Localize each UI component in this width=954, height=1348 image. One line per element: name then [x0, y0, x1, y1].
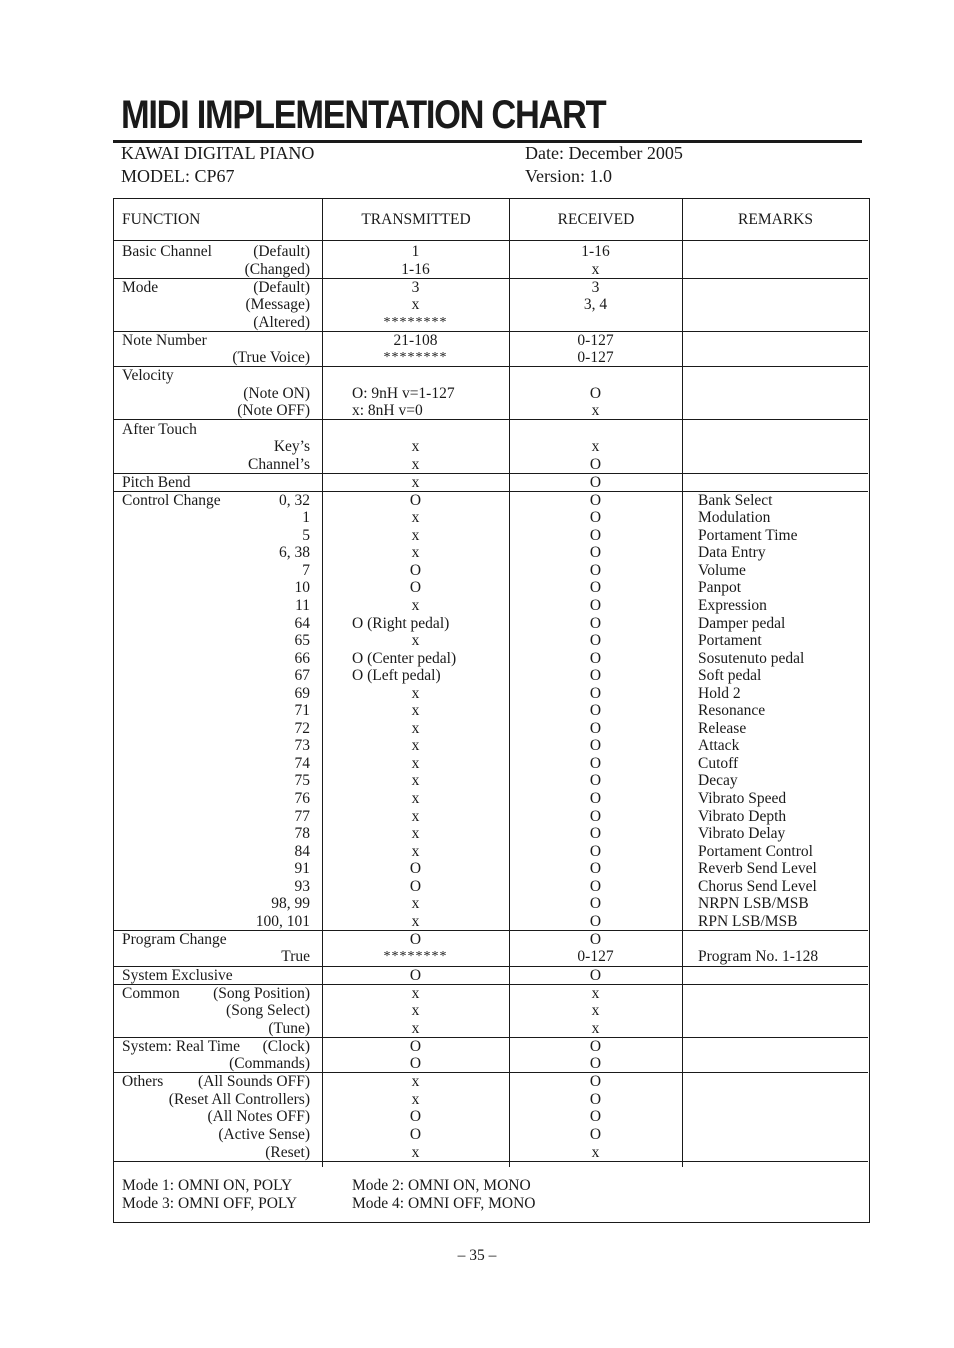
column-divider	[509, 241, 510, 1167]
transmitted-value: O	[409, 1125, 422, 1143]
function-label: Note Number	[122, 331, 207, 349]
received-value: 0-127	[577, 349, 614, 367]
received-value: O	[589, 966, 602, 984]
transmitted-value: x	[411, 912, 420, 930]
received-value: O	[589, 702, 602, 720]
function-label: Program Change	[122, 930, 227, 948]
remarks-text: Expression	[698, 596, 767, 614]
received-value: O	[589, 614, 602, 632]
function-label: Others	[122, 1073, 164, 1091]
function-group	[114, 367, 868, 420]
function-label: Control Change	[122, 491, 221, 509]
received-value: x	[591, 260, 600, 278]
function-sub-label: 0, 32	[279, 491, 310, 509]
function-sub-label: (Song Select)	[226, 1002, 310, 1020]
received-value: O	[589, 877, 602, 895]
transmitted-value: ********	[383, 949, 448, 965]
remarks-text: Vibrato Delay	[698, 825, 786, 843]
received-value: O	[589, 1055, 602, 1073]
transmitted-value: O	[409, 860, 422, 878]
function-sub-label: (Note ON)	[243, 384, 310, 402]
received-value: O	[589, 596, 602, 614]
received-value: x	[591, 984, 600, 1002]
transmitted-value: x	[411, 719, 420, 737]
function-sub-label: 5	[302, 526, 310, 544]
header-left	[121, 142, 314, 188]
function-group	[114, 279, 868, 332]
received-value: O	[589, 912, 602, 930]
received-value: O	[589, 684, 602, 702]
remarks-text: Program No. 1-128	[698, 948, 819, 966]
received-value: O	[589, 384, 602, 402]
header-right	[525, 142, 683, 188]
function-group	[114, 985, 868, 1038]
remarks-text: Bank Select	[698, 491, 773, 509]
function-group	[114, 492, 868, 931]
received-value: O	[589, 561, 602, 579]
function-group	[114, 332, 868, 368]
remarks-text: Portament	[698, 632, 762, 650]
received-value: O	[589, 825, 602, 843]
function-sub-label: (Note OFF)	[237, 402, 310, 420]
function-sub-label: 98, 99	[271, 895, 310, 913]
mode-3: Mode 3: OMNI OFF, POLY	[122, 1195, 298, 1212]
function-sub-label: Channel’s	[248, 455, 310, 473]
transmitted-value: 3	[411, 278, 420, 296]
function-group	[114, 421, 868, 474]
function-sub-label: 65	[294, 632, 310, 650]
received-value: O	[589, 1037, 602, 1055]
transmitted-value: x	[411, 702, 420, 720]
function-sub-label: (Message)	[245, 296, 310, 314]
function-sub-label: 64	[294, 614, 310, 632]
function-sub-label: 100, 101	[255, 912, 310, 930]
transmitted-value: x	[411, 596, 420, 614]
received-value: 3	[591, 278, 600, 296]
function-group	[114, 474, 868, 492]
function-sub-label: 84	[294, 842, 310, 860]
model-name: MODEL: CP67	[121, 166, 235, 186]
date-text: Date: December 2005	[525, 143, 683, 163]
received-value: O	[589, 1125, 602, 1143]
remarks-text: Chorus Send Level	[698, 877, 817, 895]
column-divider	[682, 241, 683, 1167]
transmitted-value: O (Right pedal)	[352, 614, 450, 632]
received-value: 3, 4	[583, 296, 608, 314]
received-value: O	[589, 491, 602, 509]
function-sub-label: (Song Position)	[213, 984, 310, 1002]
transmitted-value: x	[411, 296, 420, 314]
transmitted-value: x	[411, 984, 420, 1002]
transmitted-value: x	[411, 1143, 420, 1161]
function-sub-label: (Default)	[253, 243, 310, 260]
transmitted-value: O	[409, 966, 422, 984]
received-value: O	[589, 1090, 602, 1108]
transmitted-value: O	[409, 930, 422, 948]
received-value: O	[589, 772, 602, 790]
function-sub-label: 71	[294, 702, 310, 720]
transmitted-value: x	[411, 895, 420, 913]
remarks-text: Panpot	[698, 579, 742, 597]
function-sub-label: 72	[294, 719, 310, 737]
transmitted-value: 21-108	[393, 331, 438, 349]
function-sub-label: 78	[294, 825, 310, 843]
received-value: x	[591, 1002, 600, 1020]
received-value: 1-16	[581, 243, 610, 260]
col-header-transmitted: TRANSMITTED	[322, 199, 509, 241]
remarks-text: Portament Time	[698, 526, 798, 544]
remarks-text: Attack	[698, 737, 740, 755]
received-value: O	[589, 860, 602, 878]
function-label: Pitch Bend	[122, 473, 191, 491]
remarks-text: Vibrato Depth	[698, 807, 787, 825]
transmitted-value: 1	[411, 243, 420, 260]
remarks-text: Portament Control	[698, 842, 813, 860]
received-value: x	[591, 438, 600, 456]
transmitted-value: x	[411, 544, 420, 562]
transmitted-value: x	[411, 825, 420, 843]
received-value: O	[589, 473, 602, 491]
function-sub-label: (Active Sense)	[218, 1125, 310, 1143]
received-value: O	[589, 455, 602, 473]
transmitted-value: x	[411, 842, 420, 860]
remarks-text: Data Entry	[698, 544, 766, 562]
function-group	[114, 243, 868, 279]
function-sub-label: 6, 38	[279, 544, 310, 562]
function-sub-label: 91	[294, 860, 310, 878]
received-value: O	[589, 1108, 602, 1126]
function-sub-label: (Altered)	[253, 313, 310, 331]
function-sub-label: True	[281, 948, 310, 966]
received-value: O	[589, 754, 602, 772]
transmitted-value: O	[409, 561, 422, 579]
transmitted-value: O	[409, 877, 422, 895]
page-title: MIDI IMPLEMENTATION CHART	[121, 93, 606, 137]
remarks-text: Cutoff	[698, 754, 739, 772]
function-sub-label: (Default)	[253, 278, 310, 296]
transmitted-value: x	[411, 509, 420, 527]
transmitted-value: 1-16	[401, 260, 430, 278]
col-header-received: RECEIVED	[509, 199, 682, 241]
received-value: 0-127	[577, 948, 614, 966]
remarks-text: Reverb Send Level	[698, 860, 817, 878]
function-sub-label: 66	[294, 649, 310, 667]
remarks-text: Release	[698, 719, 747, 737]
transmitted-value: ********	[383, 350, 448, 366]
received-value: O	[589, 649, 602, 667]
mode-2: Mode 2: OMNI ON, MONO	[352, 1177, 531, 1194]
received-value: O	[589, 1073, 602, 1091]
remarks-text: Soft pedal	[698, 667, 762, 685]
received-value: O	[589, 930, 602, 948]
function-label: Mode	[122, 278, 159, 296]
remarks-text: Modulation	[698, 509, 771, 527]
function-sub-label: 74	[294, 754, 310, 772]
function-sub-label: (All Sounds OFF)	[198, 1073, 310, 1091]
transmitted-value: ********	[383, 314, 448, 330]
function-sub-label: (Clock)	[262, 1037, 310, 1055]
received-value: O	[589, 509, 602, 527]
remarks-text: Volume	[698, 561, 746, 579]
function-label: After Touch	[122, 420, 197, 438]
received-value: O	[589, 526, 602, 544]
transmitted-value: x	[411, 438, 420, 456]
transmitted-value: O	[409, 491, 422, 509]
received-value: O	[589, 719, 602, 737]
function-sub-label: (All Notes OFF)	[207, 1108, 310, 1126]
function-group	[114, 1038, 868, 1074]
function-sub-label: 10	[294, 579, 310, 597]
transmitted-value: x	[411, 526, 420, 544]
function-label: Velocity	[122, 367, 174, 385]
remarks-text: Damper pedal	[698, 614, 786, 632]
transmitted-value: x	[411, 455, 420, 473]
remarks-text: Decay	[698, 772, 738, 790]
transmitted-value: x	[411, 772, 420, 790]
transmitted-value: O (Left pedal)	[352, 667, 441, 685]
function-label: System: Real Time	[122, 1037, 240, 1055]
transmitted-value: O	[409, 1108, 422, 1126]
transmitted-value: x	[411, 737, 420, 755]
transmitted-value: O	[409, 1055, 422, 1073]
transmitted-value: x: 8nH v=0	[352, 402, 423, 420]
function-sub-label: 1	[302, 509, 310, 527]
transmitted-value: x	[411, 632, 420, 650]
received-value: O	[589, 667, 602, 685]
col-header-remarks: REMARKS	[682, 199, 868, 241]
transmitted-value: x	[411, 790, 420, 808]
function-sub-label: 11	[295, 596, 310, 614]
function-sub-label: 93	[294, 877, 310, 895]
received-value: O	[589, 895, 602, 913]
transmitted-value: x	[411, 1090, 420, 1108]
transmitted-value: x	[411, 1073, 420, 1091]
product-name: KAWAI DIGITAL PIANO	[121, 143, 315, 163]
mode-legend	[114, 1167, 868, 1222]
received-value: O	[589, 807, 602, 825]
function-sub-label: 67	[294, 667, 310, 685]
remarks-text: Sosutenuto pedal	[698, 649, 805, 667]
remarks-text: Resonance	[698, 702, 766, 720]
received-value: x	[591, 1143, 600, 1161]
function-sub-label: 73	[294, 737, 310, 755]
function-sub-label: (Changed)	[244, 260, 310, 278]
received-value: O	[589, 544, 602, 562]
function-sub-label: (Reset All Controllers)	[168, 1090, 310, 1108]
transmitted-value: x	[411, 754, 420, 772]
transmitted-value: O: 9nH v=1-127	[352, 384, 455, 402]
function-label: Basic Channel	[122, 243, 212, 260]
received-value: O	[589, 737, 602, 755]
received-value: O	[589, 632, 602, 650]
received-value: x	[591, 1019, 600, 1037]
function-sub-label: (True Voice)	[232, 349, 310, 367]
function-sub-label: 69	[294, 684, 310, 702]
function-sub-label: Key’s	[273, 438, 310, 456]
version-text: Version: 1.0	[525, 166, 612, 186]
transmitted-value: x	[411, 473, 420, 491]
remarks-text: RPN LSB/MSB	[698, 912, 798, 930]
function-group	[114, 967, 868, 985]
transmitted-value: O (Center pedal)	[352, 649, 457, 667]
received-value: 0-127	[577, 331, 614, 349]
col-header-function: FUNCTION	[114, 199, 322, 241]
received-value: x	[591, 402, 600, 420]
transmitted-value: x	[411, 1019, 420, 1037]
function-label: Common	[122, 984, 180, 1002]
transmitted-value: x	[411, 1002, 420, 1020]
column-divider	[322, 241, 323, 1167]
midi-chart-table	[113, 198, 870, 1223]
function-sub-label: (Reset)	[265, 1143, 310, 1161]
mode-1: Mode 1: OMNI ON, POLY	[122, 1177, 293, 1194]
function-group	[114, 1073, 868, 1161]
received-value: O	[589, 579, 602, 597]
function-sub-label: (Tune)	[268, 1019, 310, 1037]
page-number: – 35 –	[457, 1247, 497, 1264]
function-label: System Exclusive	[122, 966, 233, 984]
remarks-text: NRPN LSB/MSB	[698, 895, 809, 913]
function-sub-label: 77	[294, 807, 310, 825]
remarks-text: Hold 2	[698, 684, 741, 702]
transmitted-value: O	[409, 579, 422, 597]
function-sub-label: 75	[294, 772, 310, 790]
function-sub-label: 76	[294, 790, 310, 808]
function-group	[114, 931, 868, 967]
transmitted-value: x	[411, 684, 420, 702]
transmitted-value: O	[409, 1037, 422, 1055]
received-value: O	[589, 790, 602, 808]
transmitted-value: x	[411, 807, 420, 825]
function-sub-label: 7	[302, 561, 310, 579]
function-sub-label: (Commands)	[229, 1055, 310, 1073]
remarks-text: Vibrato Speed	[698, 790, 787, 808]
mode-4: Mode 4: OMNI OFF, MONO	[352, 1195, 536, 1212]
received-value: O	[589, 842, 602, 860]
